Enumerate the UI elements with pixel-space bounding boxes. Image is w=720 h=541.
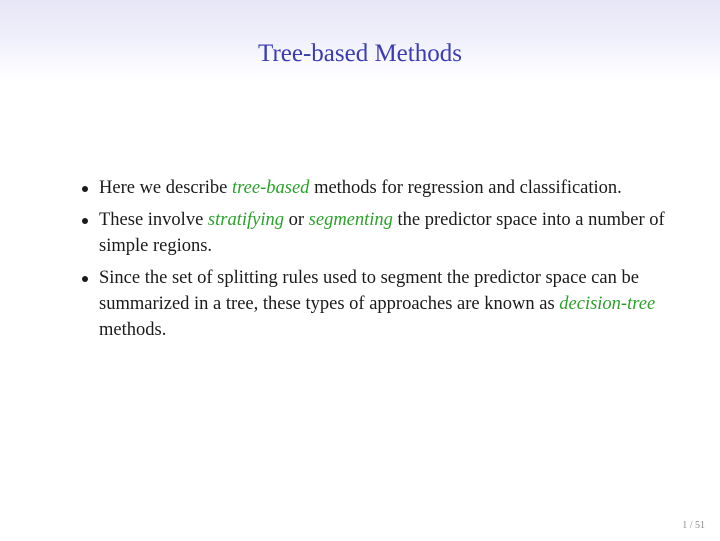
bullet-text: the predictor space into a number of simple regions. (99, 210, 665, 256)
bullet-list (80, 175, 680, 349)
bullet-dot-icon (82, 218, 88, 224)
bullet-dot-icon (82, 276, 88, 282)
bullet-text: methods for regression and classification. (309, 178, 622, 198)
bullet-text: Here we describe (99, 178, 233, 198)
page-number: 1 / 51 (682, 520, 705, 531)
bullet-text: or (283, 210, 309, 230)
slide-title: Tree-based Methods (258, 40, 462, 67)
bullet-dot-icon (82, 186, 88, 192)
emphasis-text: decision-tree (559, 294, 656, 314)
bullet-text: Since the set of splitting rules used to segment the predictor space can be summarized in a tree, these types of approaches are known as (99, 268, 639, 314)
bullet-item (80, 175, 680, 201)
emphasis-text: tree-based (232, 178, 310, 198)
bullet-item (80, 265, 680, 343)
bullet-text: These involve (99, 210, 208, 230)
emphasis-text: stratifying (207, 210, 284, 230)
bullet-item (80, 207, 680, 259)
emphasis-text: segmenting (308, 210, 393, 230)
bullet-text: methods. (99, 320, 167, 340)
